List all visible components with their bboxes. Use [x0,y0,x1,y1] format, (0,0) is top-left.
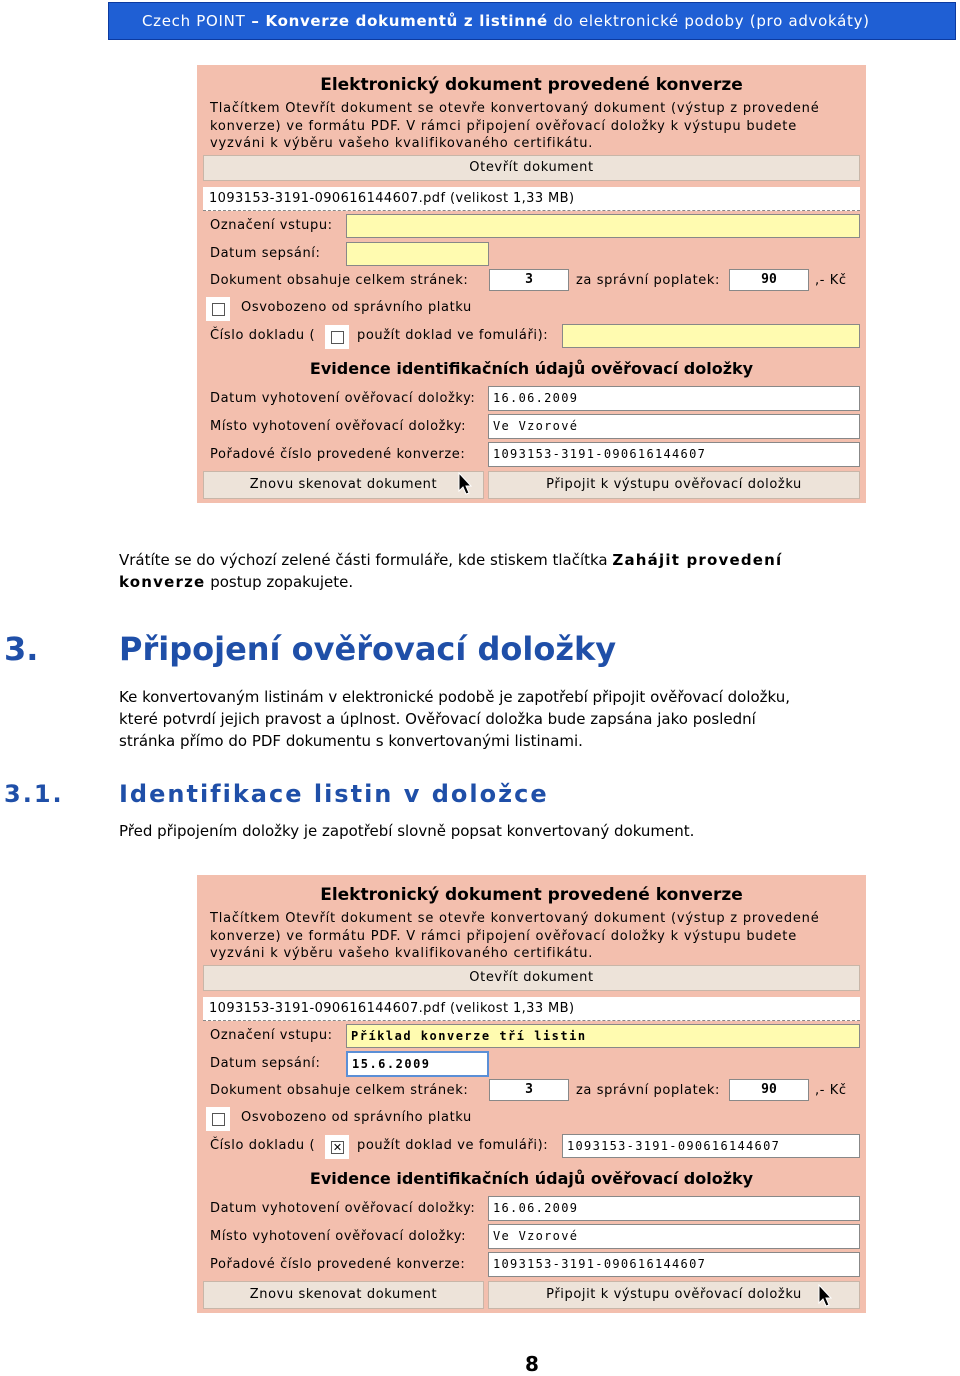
fee-label: za správní poplatek: [576,273,720,288]
start-conversion-ref-2: konverze [119,573,206,591]
section-3-1-title: Identifikace listin v doložce [119,780,549,808]
attach-clause-button[interactable]: Připojit k výstupu ověřovací doložku [488,471,860,499]
header-title-rest: do elektronické podoby (pro advokáty) [547,12,870,30]
mouse-cursor-icon [818,1284,832,1308]
exempt-checkbox[interactable] [212,303,225,316]
input-label: Označení vstupu: [210,218,333,233]
date-field[interactable] [346,242,489,266]
date-field[interactable]: 15.6.2009 [346,1051,489,1077]
exempt-checkbox-wrap [206,1107,230,1131]
order-number-label: Pořadové číslo provedené konverze: [210,447,466,462]
order-number-label: Pořadové číslo provedené konverze: [210,1257,466,1272]
order-number-field[interactable]: 1093153-3191-090616144607 [488,442,860,467]
clause-date-label: Datum vyhotovení ověřovací doložky: [210,1201,476,1216]
section-3-para-line2: které potvrdí jejich pravost a úplnost. Ověřovací doložka bude zapsána jako poslední [119,710,756,728]
open-document-button[interactable]: Otevřít dokument [203,155,860,181]
exempt-checkbox[interactable] [212,1113,225,1126]
clause-date-field[interactable]: 16.06.2009 [488,386,860,411]
pages-label: Dokument obsahuje celkem stránek: [210,273,469,288]
clause-section-title: Evidence identifikačních údajů ověřovací doložky [309,1169,754,1188]
paragraph-restart-text: Vrátíte se do výchozí zelené části formuláře, kde stiskem tlačítka [119,551,613,569]
start-conversion-ref: Zahájit provedení [612,551,783,569]
use-doc-checkbox[interactable]: ✕ [332,1141,343,1154]
fee-field[interactable]: 90 [729,269,809,291]
section-3-para-line3: stránka přímo do PDF dokumentu s konvertovanými listinami. [119,732,583,750]
use-doc-checkbox-wrap [325,325,349,349]
exempt-label: Osvobozeno od správního platku [241,1110,472,1125]
exempt-checkbox-wrap [206,297,230,321]
use-doc-label: použít doklad ve fomuláři): [357,328,549,343]
rescan-document-button[interactable]: Znovu skenovat dokument [203,471,484,499]
clause-place-label: Místo vyhotovení ověřovací doložky: [210,1229,467,1244]
file-info: 1093153-3191-090616144607.pdf (velikost 1,33 MB) [203,997,860,1021]
page-number: 8 [525,1352,539,1376]
panel-title: Elektronický dokument provedené konverze [320,885,743,905]
currency-label: ,- Kč [815,1083,847,1098]
use-doc-checkbox-wrap [325,1135,349,1159]
doc-number-field[interactable]: 1093153-3191-090616144607 [562,1134,860,1158]
date-label: Datum sepsání: [210,1056,321,1071]
rescan-document-button[interactable]: Znovu skenovat dokument [203,1281,484,1309]
doc-number-label: Číslo dokladu ( [210,328,316,343]
file-info: 1093153-3191-090616144607.pdf (velikost 1,33 MB) [203,187,860,211]
exempt-label: Osvobozeno od správního platku [241,300,472,315]
paragraph-restart-cont [119,571,353,593]
page-header [108,2,956,40]
mouse-cursor-icon [458,472,472,496]
clause-date-label: Datum vyhotovení ověřovací doložky: [210,391,476,406]
clause-place-field[interactable]: Ve Vzorové [488,414,860,439]
doc-number-field[interactable] [562,324,860,348]
conversion-panel-before [197,65,866,503]
section-3-number: 3. [4,630,39,668]
fee-label: za správní poplatek: [576,1083,720,1098]
header-brand: Czech POINT [142,12,246,30]
clause-section-title: Evidence identifikačních údajů ověřovací doložky [309,359,754,378]
use-doc-checkbox[interactable] [331,331,344,344]
order-number-field[interactable]: 1093153-3191-090616144607 [488,1252,860,1277]
conversion-panel-after [197,875,866,1313]
header-dash: – [245,12,266,30]
pages-label: Dokument obsahuje celkem stránek: [210,1083,469,1098]
clause-place-field[interactable]: Ve Vzorové [488,1224,860,1249]
input-designation-field[interactable]: Příklad konverze tří listin [346,1024,860,1048]
paragraph-restart [119,549,782,571]
input-designation-field[interactable] [346,214,860,238]
header-title-bold: Konverze dokumentů z listinné [265,12,548,30]
panel-intro: Tlačítkem Otevřít dokument se otevře konvertovaný dokument (výstup z provedené konverze) ve formátu PDF. V rámci připojení ověřovací doložky k výstupu budete vyzváni k výběru vašeho kvalifikovaného certifikátu. [210,101,820,151]
section-3-title: Připojení ověřovací doložky [119,630,617,668]
pages-field[interactable]: 3 [489,269,569,291]
paragraph-restart-end: postup zopakujete. [205,573,354,591]
section-3-1-number: 3.1. [4,780,64,808]
panel-intro: Tlačítkem Otevřít dokument se otevře konvertovaný dokument (výstup z provedené konverze) ve formátu PDF. V rámci připojení ověřovací doložky k výstupu budete vyzváni k výběru vašeho kvalifikovaného certifikátu. [210,911,820,961]
open-document-button[interactable]: Otevřít dokument [203,965,860,991]
pages-field[interactable]: 3 [489,1079,569,1101]
clause-date-field[interactable]: 16.06.2009 [488,1196,860,1221]
input-label: Označení vstupu: [210,1028,333,1043]
clause-place-label: Místo vyhotovení ověřovací doložky: [210,419,467,434]
fee-field[interactable]: 90 [729,1079,809,1101]
panel-title: Elektronický dokument provedené konverze [320,75,743,95]
section-3-1-para: Před připojením doložky je zapotřebí slovně popsat konvertovaný dokument. [119,822,695,840]
use-doc-label: použít doklad ve fomuláři): [357,1138,549,1153]
attach-clause-button[interactable]: Připojit k výstupu ověřovací doložku [488,1281,860,1309]
currency-label: ,- Kč [815,273,847,288]
date-label: Datum sepsání: [210,246,321,261]
doc-number-label: Číslo dokladu ( [210,1138,316,1153]
section-3-para-line1: Ke konvertovaným listinám v elektronické podobě je zapotřebí připojit ověřovací doložku, [119,688,791,706]
